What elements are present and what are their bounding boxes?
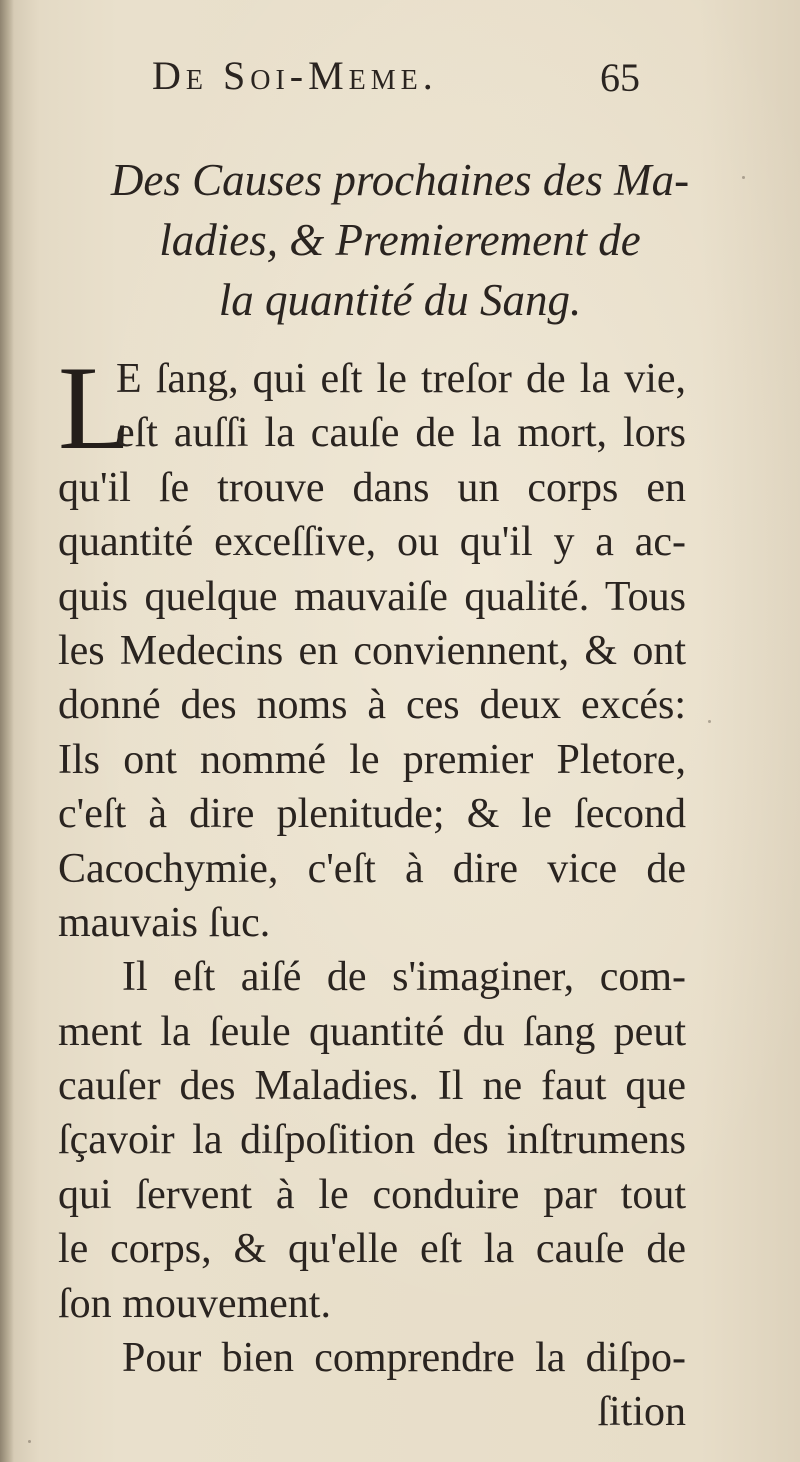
- catchword: ſition: [597, 1389, 686, 1436]
- text-line: ment la ſeule quantité du ſang peut: [58, 1008, 686, 1055]
- text-line: Cacochymie, c'eſt à dire vice de: [58, 845, 686, 892]
- text-line: les Medecins en conviennent, & ont: [58, 627, 686, 674]
- text-line: c'eſt à dire plenitude; & le ſecond: [58, 791, 686, 838]
- section-title-line: ladies, & Premierement de: [159, 215, 641, 265]
- text-line: ſon mouvement.: [58, 1280, 331, 1327]
- paper-speck: [28, 1440, 31, 1443]
- drop-cap-initial: L: [58, 341, 132, 474]
- text-line: quis quelque mauvaiſe qualité. Tous: [58, 573, 686, 620]
- text-line: qu'il ſe trouve dans un corps en: [58, 464, 686, 511]
- paper-speck: [742, 176, 745, 179]
- text-line: qui ſervent à le conduire par tout: [58, 1171, 686, 1218]
- text-line: eſt auſſi la cauſe de la mort, lors: [116, 410, 686, 457]
- text-line: ſçavoir la diſpoſition des inſtrumens: [58, 1117, 686, 1164]
- text-line: cauſer des Maladies. Il ne faut que: [58, 1063, 686, 1110]
- text-line: Ils ont nommé le premier Pletore,: [58, 736, 686, 783]
- page-header: [148, 52, 668, 112]
- body-text: [58, 341, 686, 1440]
- text-line: E ſang, qui eſt le treſor de la vie,: [116, 356, 686, 402]
- paper-speck: [708, 720, 711, 723]
- section-title: [40, 150, 760, 330]
- section-title-line: Des Causes prochaines des Ma-: [110, 155, 690, 205]
- text-line: Il eſt aiſé de s'imaginer, com-: [122, 954, 686, 1001]
- text-line: mauvais ſuc.: [58, 899, 271, 946]
- page-gutter-shadow: [0, 0, 14, 1462]
- text-line: le corps, & qu'elle eſt la cauſe de: [58, 1226, 686, 1273]
- text-line: quantité exceſſive, ou qu'il y a ac-: [58, 519, 686, 566]
- page-number: 65: [600, 55, 640, 100]
- text-line: Pour bien comprendre la diſpo-: [122, 1335, 686, 1382]
- text-line: donné des noms à ces deux excés:: [58, 682, 686, 729]
- running-head: De Soi-Meme.: [152, 53, 438, 98]
- section-title-line: la quantité du Sang.: [218, 275, 582, 325]
